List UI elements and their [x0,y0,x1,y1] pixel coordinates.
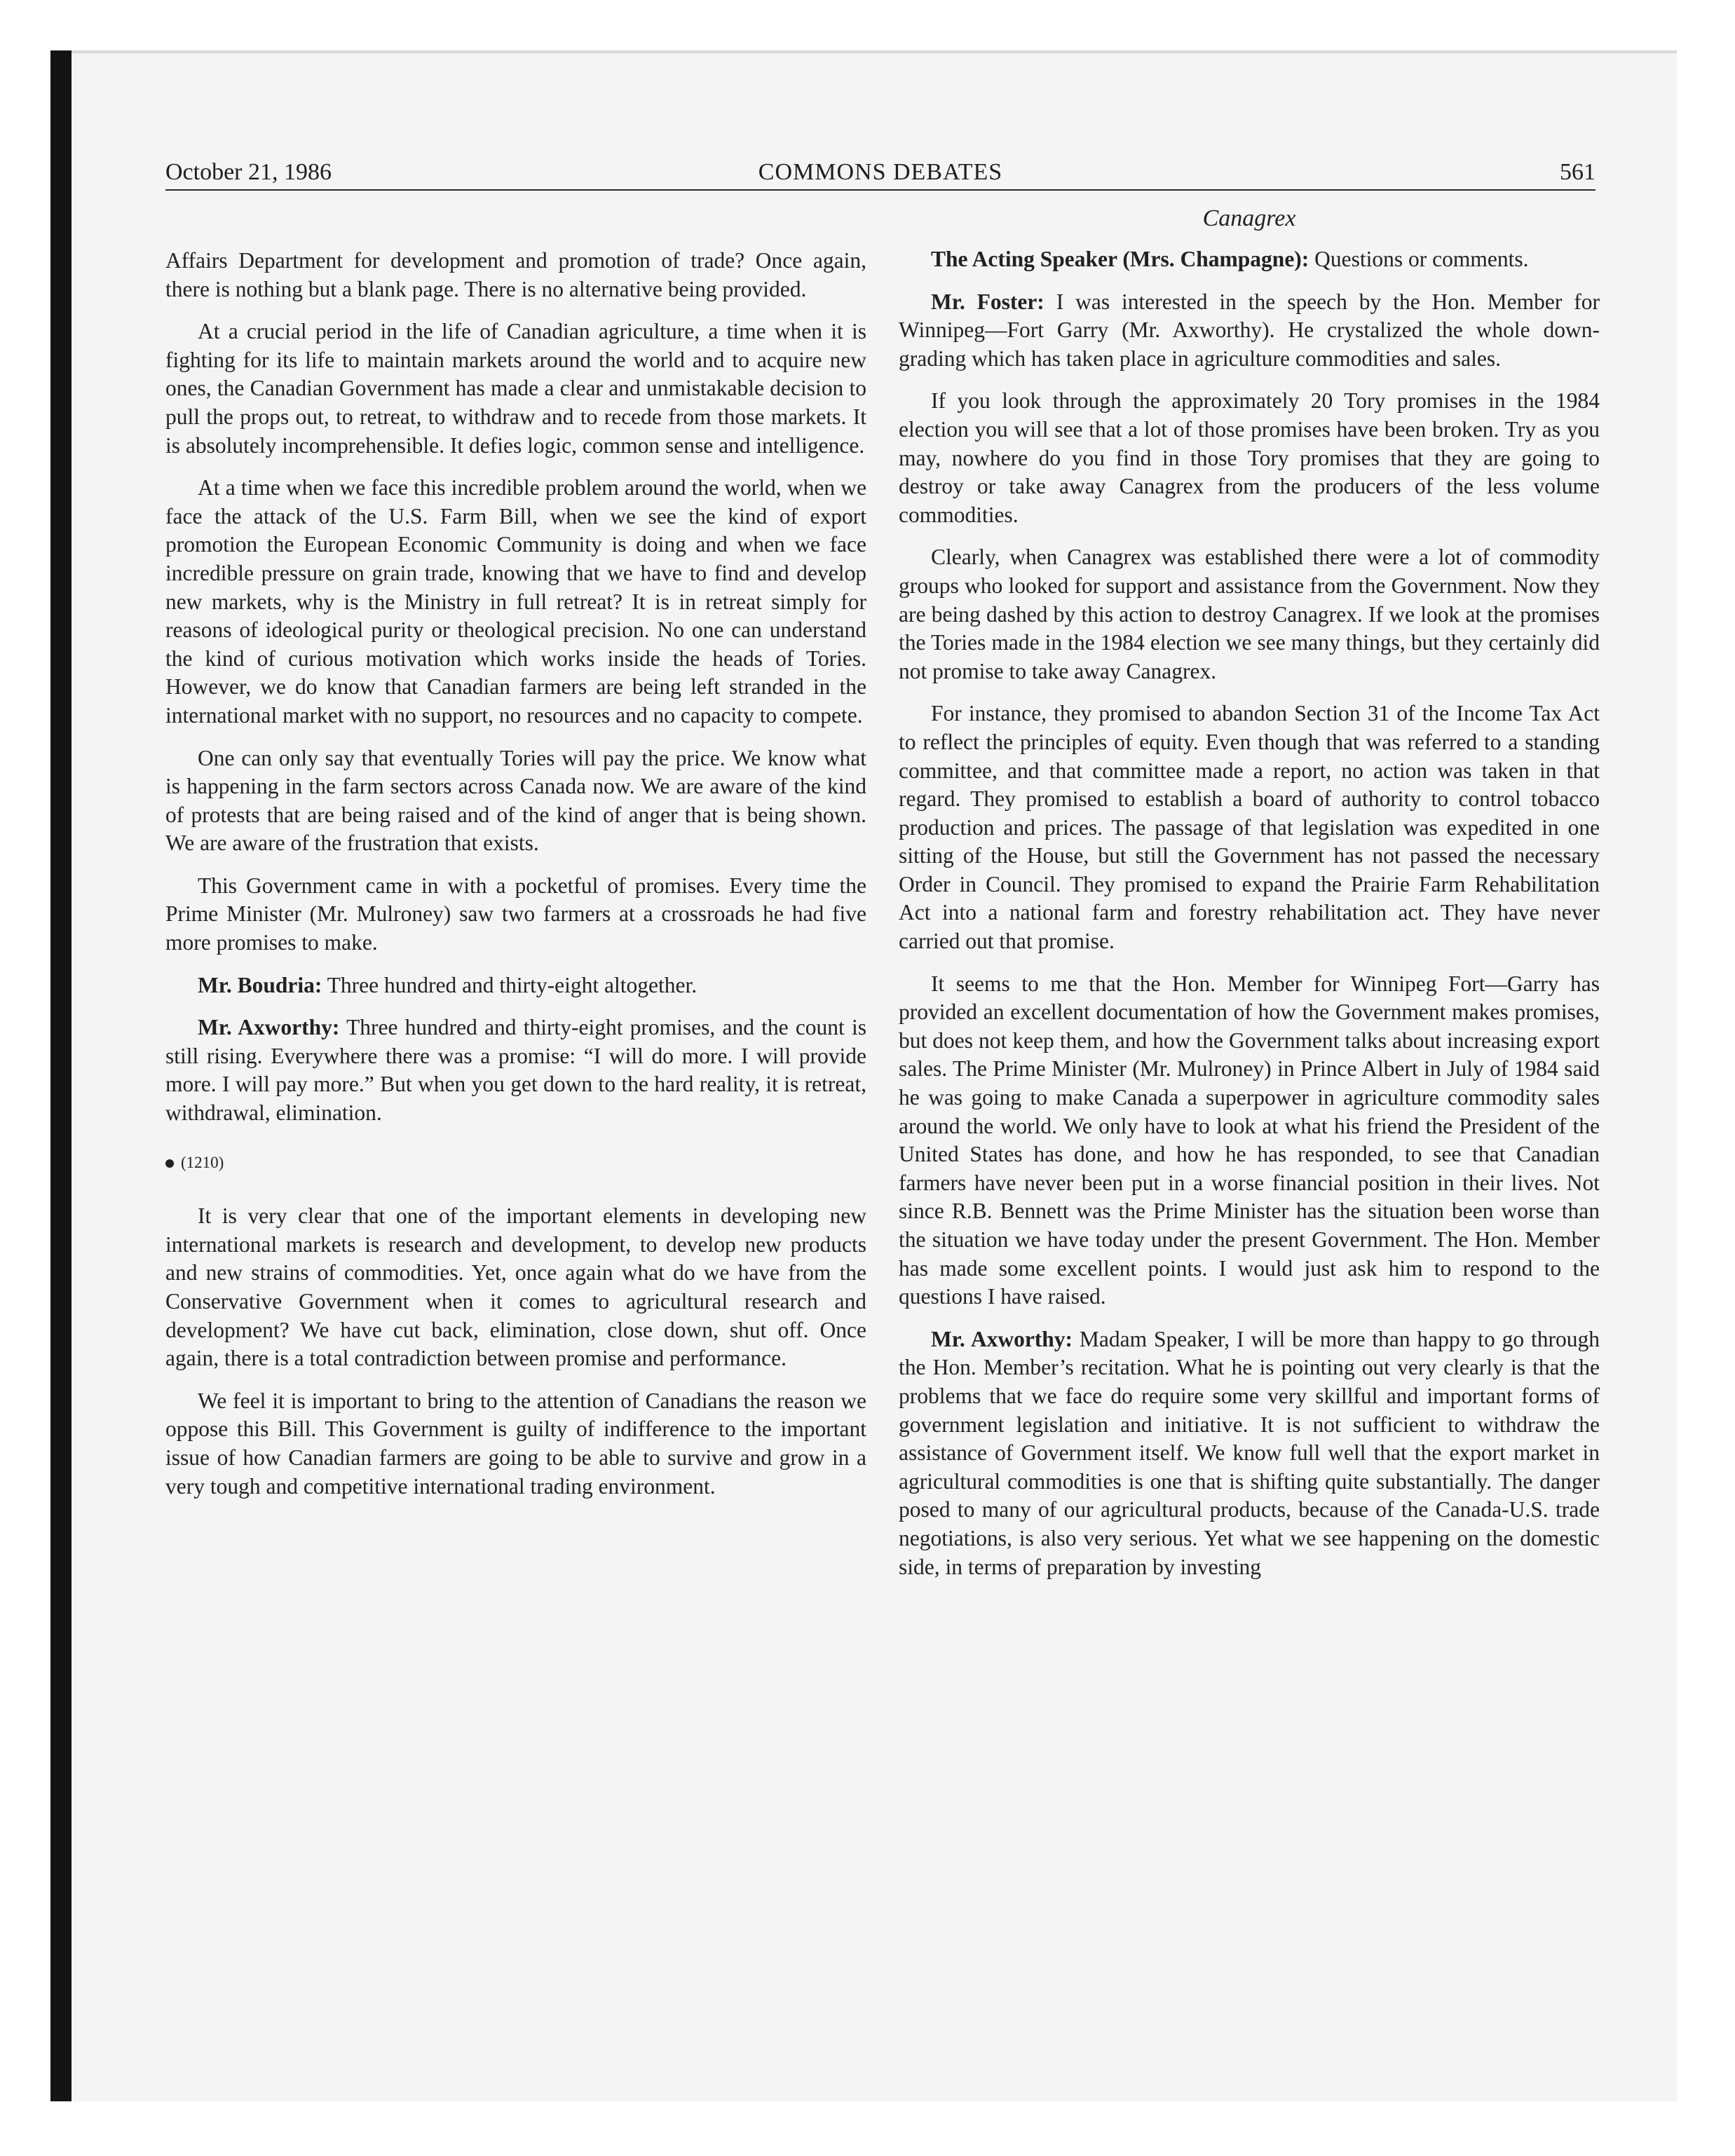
paragraph: Clearly, when Canagrex was established there were a lot of commodity groups who looked for support and assistance from the Government. Now they are being dashed by this action to destroy Canagrex. If we look at the promises the Tories made in the 1984 election we see many things, but they certainly did not promise to take away Canagrex. [899,545,1600,683]
paragraph: One can only say that eventually Tories will pay the price. We know what is happening in the farm sectors across Canada now. We are aware of the kind of protests that are being raised and of the kind of anger that is being shown. We are aware of the frustration that exists. [165,745,866,856]
paragraph: If you look through the approximately 20 Tory promises in the 1984 election you will see that a lot of those promises have been broken. Try as you may, nowhere do you find in those Tory promises that they are going to destroy or take away Canagrex from the producers of the less volume commodities. [899,388,1600,527]
header-date: October 21, 1986 [165,159,332,185]
time-marker-label: (1210) [181,1153,224,1171]
speech-paragraph [899,288,1600,374]
speech-text: I was interested in the speech by the Hon. Member for Winnipeg—Fort Garry (Mr. Axworthy). He crystalized the whole down-grading which has taken place in agriculture commodities and sales. [899,289,1600,371]
paragraph: Affairs Department for development and promotion of trade? Once again, there is nothing but a blank page. There is no alternative being provided. [165,248,866,301]
bullet-icon [165,1159,174,1168]
speech-paragraph [899,245,1600,274]
running-header [165,157,1595,191]
header-rule [165,189,1595,191]
speaker-name: Mr. Boudria: [198,972,322,997]
speech-paragraph [899,1325,1600,1581]
paragraph: We feel it is important to bring to the attention of Canadians the reason we oppose this Bill. This Government is guilty of indifference to the important issue of how Canadian farmers are going to be able to survive and grow in a very tough and competitive international trading environment. [165,1388,866,1499]
scan-edge-left [50,50,72,2101]
paragraph: At a crucial period in the life of Canadian agriculture, a time when it is fighting for its life to maintain markets around the world and to acquire new ones, the Canadian Government has made a clear and unmistakable decision to pull the props out, to retreat, to withdraw and to recede from those markets. It is absolutely incomprehensible. It defies logic, common sense and intelligence. [165,319,866,458]
speech-paragraph [165,1014,866,1127]
time-marker [165,1149,866,1178]
speaker-name: The Acting Speaker (Mrs. Champagne): [931,247,1309,271]
speech-paragraph [165,971,866,1000]
paragraph: This Government came in with a pocketful of promises. Every time the Prime Minister (Mr. Mulroney) saw two farmers at a crossroads he had five more promises to make. [165,873,866,955]
speech-text: Questions or comments. [1309,247,1529,271]
paragraph: For instance, they promised to abandon Section 31 of the Income Tax Act to reflect the principles of equity. Even though that was referred to a standing committee, and that committee made a report, no action was taken in that regard. They promised to establish a board of authority to control tobacco production and prices. The passage of that legislation was expedited in one sitting of the House, but still the Government has not passed the necessary Order in Council. They promised to expand the Prairie Farm Rehabilitation Act into a national farm and forestry rehabilitation act. They have never carried out that promise. [899,701,1600,954]
speaker-name: Mr. Axworthy: [198,1015,340,1040]
section-heading: Canagrex [1202,205,1296,231]
paragraph: It is very clear that one of the important elements in developing new international markets is research and development, to develop new products and new strains of commodities. Yet, once again what do we have from the Conservative Government when it comes to agricultural research and development? We have cut back, elimination, close down, shut off. Once again, there is a total contradiction between promise and performance. [165,1203,866,1371]
speaker-name: Mr. Axworthy: [931,1326,1073,1351]
left-column [165,247,866,1515]
speaker-name: Mr. Foster: [931,289,1045,314]
speech-text: Madam Speaker, I will be more than happy to go through the Hon. Member’s recitation. What he is pointing out very clearly is that the problems that we face do require some very skillful and important forms of government legislation and initiative. It is not sufficient to withdraw the assistance of Government itself. We know full well that the export market in agricultural commodities is one that is shifting quite substantially. The danger posed to many of our agricultural products, because of the Canada-U.S. trade negotiations, is also very serious. Yet what we see happening on the domestic side, in terms of preparation by investing [899,1326,1600,1579]
right-column [899,203,1600,1595]
speech-text: Three hundred and thirty-eight altogether. [322,972,698,997]
header-title: COMMONS DEBATES [758,159,1003,185]
speech-text: Three hundred and thirty-eight promises, and the count is still rising. Everywhere there was a promise: “I will do more. I will provide more. I will pay more.” But when you get down to the hard reality, it is retreat, withdrawal, elimination. [165,1015,867,1126]
paragraph: It seems to me that the Hon. Member for Winnipeg Fort—Garry has provided an excellent documentation of how the Government makes promises, but does not keep them, and how the Government talks about increasing export sales. The Prime Minister (Mr. Mulroney) in Prince Albert in July of 1984 said he was going to make Canada a superpower in agriculture commodity sales around the world. We only have to look at what his friend the President of the United States has done, and how he has responded, to see that Canadian farmers have never been put in a worse financial position in their lives. Not since R.B. Bennett was the Prime Minister has the situation been worse than the situation we have today under the present Government. The Hon. Member has made some excellent points. I would just ask him to respond to the questions I have raised. [899,971,1600,1309]
header-page-number: 561 [1560,159,1595,185]
paragraph: At a time when we face this incredible problem around the world, when we face the attack of the U.S. Farm Bill, when we see the kind of export promotion the European Economic Community is doing and when we face incredible pressure on grain trade, knowing that we have to find and develop new markets, why is the Ministry in full retreat? It is in retreat simply for reasons of ideological purity or theological precision. No one can understand the kind of curious motivation which works inside the heads of Tories. However, we do know that Canadian farmers are being left stranded in the international market with no support, no resources and no capacity to compete. [165,475,866,728]
